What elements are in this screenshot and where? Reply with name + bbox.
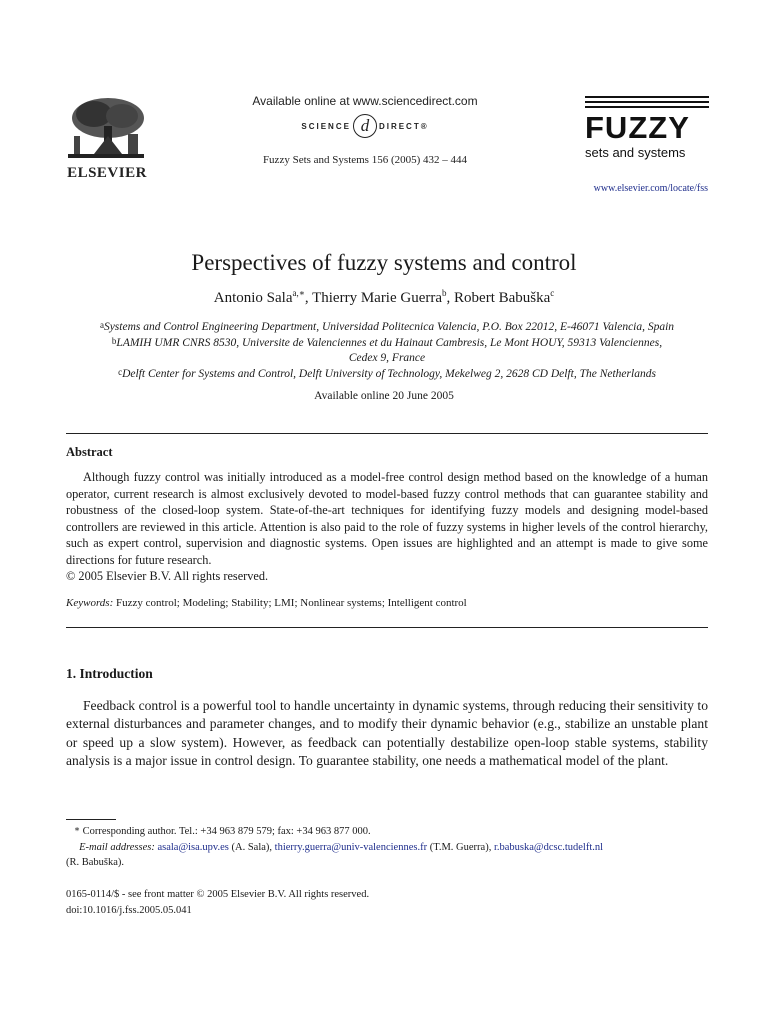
abstract-body: [66, 469, 708, 585]
journal-logo-subtitle: sets and systems: [585, 145, 686, 160]
author-separator: ,: [446, 290, 455, 306]
email-owner: (A. Sala),: [228, 841, 275, 853]
footnote-mark: ∗: [73, 824, 80, 834]
abstract-copyright: © 2005 Elsevier B.V. All rights reserved.: [66, 569, 269, 583]
sd-logo-right: DIRECT®: [378, 121, 429, 131]
journal-logo: [585, 96, 709, 160]
email-owner: (T.M. Guerra),: [427, 841, 494, 853]
corresponding-text: Corresponding author. Tel.: +34 963 879 579; fax: +34 963 877 000.: [82, 826, 371, 837]
available-online-text: Available online at www.sciencedirect.com: [252, 94, 478, 108]
abstract-text: Although fuzzy control was initially introduced as a model-free control design method based on the knowledge of a human operator, current research is almost exclusively devoted to model-based fuzzy control methods that can guarantee stability and robustness of the closed-loop system. State-of-the-art techniques for identifying fuzzy models and designing model-based controllers are reviewed in this article. Attention is also paid to the role of fuzzy systems in higher levels of the control hierarchy, such as expert control, supervision and diagnostic systems. Open issues are highlighted and an attempt is made to give some directions for future research.: [66, 470, 708, 567]
email-link[interactable]: r.babuska@dcsc.tudelft.nl: [493, 841, 604, 853]
author-separator: ,: [304, 290, 313, 306]
affiliation-text: Systems and Control Engineering Department, Universidad Politecnica Valencia, P.O. Box 22012, E-46071 Valencia, Spain: [103, 321, 675, 333]
email-link[interactable]: asala@isa.upv.es: [157, 841, 229, 853]
corresponding-author-note: [66, 824, 716, 840]
footnote-rule: [66, 819, 116, 820]
available-date: Available online 20 June 2005: [314, 390, 454, 402]
author-name: Thierry Marie Guerra: [312, 290, 443, 306]
sciencedirect-logo: [220, 114, 510, 138]
divider: [66, 627, 708, 628]
author-marks: a,∗: [292, 288, 305, 298]
keywords-label: Keywords:: [66, 597, 114, 609]
email-addresses: [66, 840, 716, 856]
keywords: [66, 597, 708, 609]
affiliation-c: [66, 367, 708, 383]
affiliation-a: [66, 320, 708, 336]
author-marks: c: [550, 288, 555, 298]
introduction-paragraph: Feedback control is a powerful tool to handle uncertainty in dynamic systems, through reducing their sensitivity to external disturbances and parameter changes, and to modify their dynamic behavior (e.g., stabilize an unstable plant or speed up a slow system). However, as feedback can potentially destabilize open-loop stable systems, stability analysis is a major issue in control design. To guarantee stability, one needs a mathematical model of the plant.: [66, 698, 708, 769]
footnotes: [66, 824, 716, 871]
sd-logo-left: SCIENCE: [301, 121, 351, 131]
affiliation-text: LAMIH UMR CNRS 8530, Universite de Valenciennes et du Hainaut Cambresis, Le Mont HOUY, 59313 Valenciennes,: [116, 336, 663, 349]
section-heading: 1. Introduction: [66, 666, 153, 681]
logo-rule: [585, 101, 709, 103]
affiliation-mark: c: [118, 366, 123, 377]
issn-line: 0165-0114/$ - see front matter © 2005 Elsevier B.V. All rights reserved.: [66, 889, 370, 900]
affiliation-b-cont: Cedex 9, France: [348, 352, 426, 364]
email-label: E-mail addresses:: [79, 841, 155, 853]
article-title: Perspectives of fuzzy systems and control: [191, 250, 577, 275]
keywords-list: Fuzzy control; Modeling; Stability; LMI; Nonlinear systems; Intelligent control: [116, 597, 467, 609]
publisher-name: ELSEVIER: [67, 165, 147, 181]
journal-header: [220, 94, 510, 166]
author-list: [0, 290, 768, 307]
author-name: Robert Babuška: [454, 290, 551, 306]
journal-citation: Fuzzy Sets and Systems 156 (2005) 432 – 444: [262, 154, 468, 166]
divider: [66, 433, 708, 434]
affiliation-text: Delft Center for Systems and Control, Delft University of Technology, Mekelweg 2, 2628 CD Delft, The Netherlands: [122, 367, 656, 380]
doi-line: doi:10.1016/j.fss.2005.05.041: [66, 904, 192, 916]
email-tail: (R. Babuška).: [66, 857, 125, 868]
logo-rule: [585, 106, 709, 108]
elsevier-tree-logo: [64, 96, 148, 164]
author-name: Antonio Sala: [213, 290, 293, 306]
affiliation-mark: b: [111, 335, 117, 346]
affiliations: [66, 320, 708, 382]
logo-rule: [585, 96, 709, 98]
affiliation-mark: a: [99, 320, 104, 330]
journal-url-link[interactable]: www.elsevier.com/locate/fss: [593, 183, 708, 194]
email-link[interactable]: thierry.guerra@univ-valenciennes.fr: [274, 841, 428, 853]
abstract-heading: Abstract: [66, 445, 113, 459]
sd-logo-mark: d: [353, 114, 377, 138]
affiliation-b: [66, 336, 708, 352]
journal-logo-title: FUZZY: [585, 110, 690, 145]
introduction-body: [66, 697, 708, 771]
author-marks: b: [442, 288, 447, 298]
article-meta: [66, 887, 708, 918]
